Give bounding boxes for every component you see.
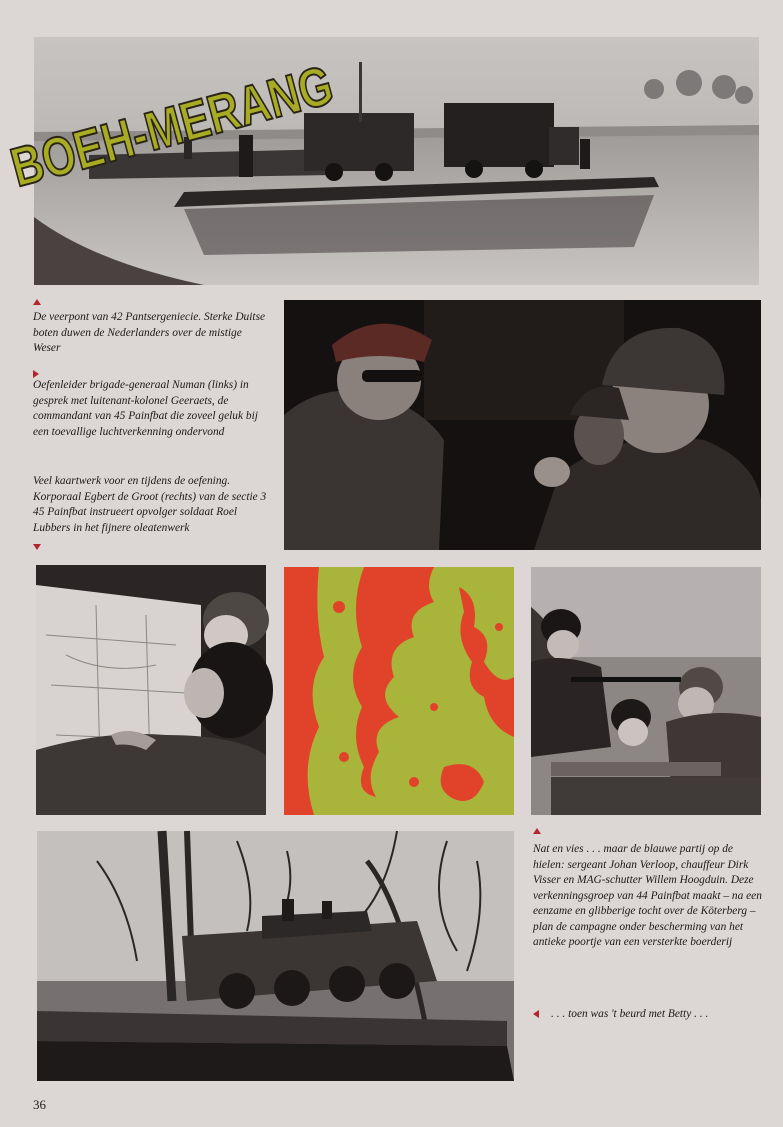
color-graphic	[284, 567, 514, 815]
caption-betty: . . . toen was 't beurd met Betty . . .	[551, 1008, 709, 1020]
triangle-right-icon	[33, 370, 39, 378]
triangle-left-icon	[533, 1010, 539, 1018]
page-number: 36	[33, 1097, 46, 1112]
soldiers-mg-photo	[531, 567, 761, 815]
triangle-down-icon	[33, 544, 41, 550]
triangle-up-icon	[33, 299, 41, 305]
caption-exercise-leader: Oefenleider brigade-generaal Numan (links) in gesprek met luitenant-kolonel Geeraets, de commandant van 45 Painfbat die zoveel geluk bij een toevallige luchtverkenning ondervond	[33, 379, 258, 438]
caption-ferry: De veerpont van 42 Pantsergeniecie. Sterke Duitse boten duwen de Nederlanders over de mistige Weser	[33, 311, 266, 354]
headline-text: BOEH-MERANG	[4, 29, 428, 199]
caption-wet-cold: Nat en vies . . . maar de blauwe partij op de hielen: sergeant Johan Verloop, chauffeur Dirk Visser en MAG-schutter Willem Hoogduin. Deze verkenningsgroep van 44 Painfbat maakt – na een eenzame en glibberige tocht over de Köterberg – plan de campagne onder bescherming van het antieke poortje van een versterkte boerderij	[533, 843, 762, 948]
caption-mapwork: Veel kaartwerk voor en tijdens de oefening. Korporaal Egbert de Groot (rechts) van de sectie 3 45 Painfbat instrueert opvolger soldaat Roel Lubbers in het fijnere oleatenwerk	[33, 475, 267, 534]
armored-vehicle-photo	[37, 831, 514, 1081]
officers-photo	[284, 300, 761, 550]
triangle-up-icon	[533, 828, 541, 834]
ferry-photo	[34, 37, 759, 285]
map-work-photo	[36, 565, 266, 815]
